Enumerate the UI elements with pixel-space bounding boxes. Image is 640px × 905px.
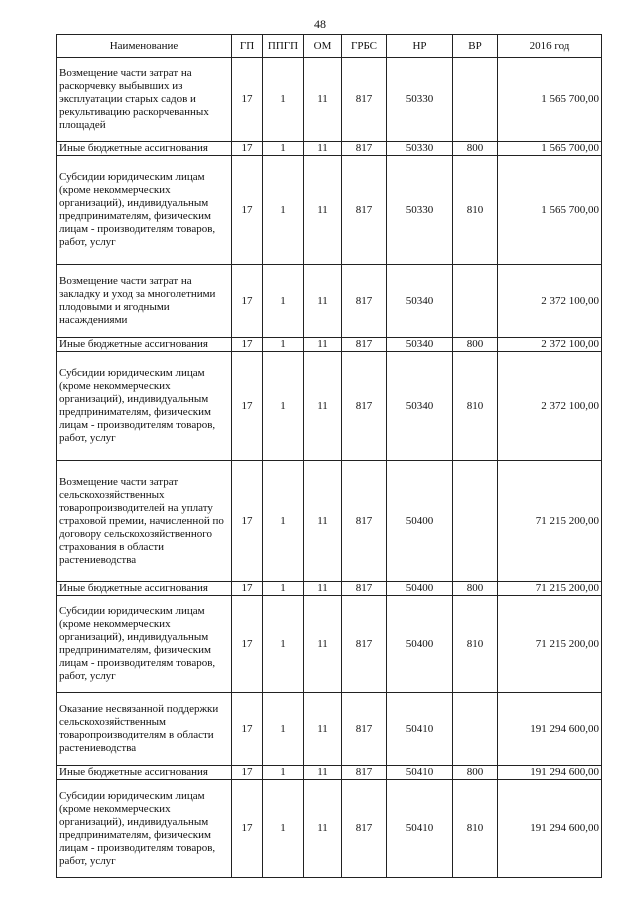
cell-ppgp: 1 (263, 461, 304, 582)
cell-name: Субсидии юридическим лицам (кроме некоммерческих организаций), индивидуальным предпринимателям, физическим лицам - производителям товаров, работ, услуг (57, 156, 232, 265)
cell-vr (453, 693, 498, 766)
cell-nr: 50330 (387, 58, 453, 142)
cell-grbs: 817 (342, 142, 387, 156)
cell-vr (453, 265, 498, 338)
cell-ppgp: 1 (263, 156, 304, 265)
cell-gp: 17 (232, 582, 263, 596)
cell-nr: 50410 (387, 766, 453, 780)
table-row (57, 58, 602, 142)
cell-nr: 50330 (387, 142, 453, 156)
cell-amount: 191 294 600,00 (498, 693, 602, 766)
cell-amount: 2 372 100,00 (498, 265, 602, 338)
cell-ppgp: 1 (263, 582, 304, 596)
cell-nr: 50400 (387, 582, 453, 596)
cell-grbs: 817 (342, 693, 387, 766)
cell-ppgp: 1 (263, 693, 304, 766)
cell-amount: 71 215 200,00 (498, 596, 602, 693)
cell-gp: 17 (232, 156, 263, 265)
cell-om: 11 (304, 156, 342, 265)
cell-grbs: 817 (342, 265, 387, 338)
cell-grbs: 817 (342, 582, 387, 596)
table-row (57, 766, 602, 780)
table-header-row (57, 35, 602, 58)
cell-grbs: 817 (342, 352, 387, 461)
cell-om: 11 (304, 265, 342, 338)
cell-name: Оказание несвязанной поддержки сельскохозяйственным товаропроизводителям в области растениеводства (57, 693, 232, 766)
cell-grbs: 817 (342, 461, 387, 582)
table-row (57, 338, 602, 352)
header-om: ОМ (304, 35, 342, 58)
cell-ppgp: 1 (263, 58, 304, 142)
table-row (57, 156, 602, 265)
cell-amount: 2 372 100,00 (498, 338, 602, 352)
cell-vr: 810 (453, 156, 498, 265)
cell-gp: 17 (232, 58, 263, 142)
cell-vr (453, 461, 498, 582)
cell-vr: 800 (453, 142, 498, 156)
cell-name: Возмещение части затрат на раскорчевку выбывших из эксплуатации старых садов и рекультивацию раскорчеванных площадей (57, 58, 232, 142)
cell-om: 11 (304, 338, 342, 352)
cell-gp: 17 (232, 693, 263, 766)
table-row (57, 352, 602, 461)
cell-grbs: 817 (342, 156, 387, 265)
cell-amount: 191 294 600,00 (498, 766, 602, 780)
cell-vr: 800 (453, 582, 498, 596)
cell-name: Иные бюджетные ассигнования (57, 142, 232, 156)
cell-om: 11 (304, 142, 342, 156)
cell-om: 11 (304, 780, 342, 878)
cell-om: 11 (304, 693, 342, 766)
cell-vr: 810 (453, 352, 498, 461)
header-ppgp: ППГП (263, 35, 304, 58)
cell-ppgp: 1 (263, 766, 304, 780)
cell-ppgp: 1 (263, 352, 304, 461)
cell-gp: 17 (232, 461, 263, 582)
table-row (57, 693, 602, 766)
cell-vr (453, 58, 498, 142)
cell-nr: 50340 (387, 265, 453, 338)
cell-name: Иные бюджетные ассигнования (57, 766, 232, 780)
cell-ppgp: 1 (263, 142, 304, 156)
budget-table (56, 34, 602, 878)
cell-grbs: 817 (342, 338, 387, 352)
cell-ppgp: 1 (263, 265, 304, 338)
table-row (57, 461, 602, 582)
cell-vr: 810 (453, 596, 498, 693)
cell-vr: 810 (453, 780, 498, 878)
cell-gp: 17 (232, 780, 263, 878)
cell-amount: 71 215 200,00 (498, 582, 602, 596)
cell-name: Иные бюджетные ассигнования (57, 582, 232, 596)
cell-name: Иные бюджетные ассигнования (57, 338, 232, 352)
cell-nr: 50410 (387, 693, 453, 766)
cell-grbs: 817 (342, 58, 387, 142)
cell-amount: 2 372 100,00 (498, 352, 602, 461)
cell-amount: 1 565 700,00 (498, 156, 602, 265)
cell-ppgp: 1 (263, 780, 304, 878)
cell-amount: 71 215 200,00 (498, 461, 602, 582)
cell-nr: 50340 (387, 338, 453, 352)
cell-ppgp: 1 (263, 596, 304, 693)
cell-name: Субсидии юридическим лицам (кроме некоммерческих организаций), индивидуальным предпринимателям, физическим лицам - производителям товаров, работ, услуг (57, 596, 232, 693)
table-row (57, 596, 602, 693)
cell-nr: 50330 (387, 156, 453, 265)
cell-name: Возмещение части затрат сельскохозяйственных товаропроизводителей на уплату страховой премии, начисленной по договору сельскохозяйственного страхования в области растениеводства (57, 461, 232, 582)
cell-nr: 50410 (387, 780, 453, 878)
table-row (57, 582, 602, 596)
cell-amount: 191 294 600,00 (498, 780, 602, 878)
table-row (57, 142, 602, 156)
cell-vr: 800 (453, 766, 498, 780)
cell-grbs: 817 (342, 780, 387, 878)
cell-ppgp: 1 (263, 338, 304, 352)
header-nr: НР (387, 35, 453, 58)
cell-nr: 50400 (387, 596, 453, 693)
header-name: Наименование (57, 35, 232, 58)
cell-om: 11 (304, 582, 342, 596)
cell-gp: 17 (232, 596, 263, 693)
cell-amount: 1 565 700,00 (498, 58, 602, 142)
cell-om: 11 (304, 461, 342, 582)
cell-om: 11 (304, 352, 342, 461)
header-grbs: ГРБС (342, 35, 387, 58)
cell-om: 11 (304, 766, 342, 780)
header-vr: ВР (453, 35, 498, 58)
header-year: 2016 год (498, 35, 602, 58)
cell-name: Субсидии юридическим лицам (кроме некоммерческих организаций), индивидуальным предпринимателям, физическим лицам - производителям товаров, работ, услуг (57, 352, 232, 461)
table-row (57, 265, 602, 338)
cell-name: Субсидии юридическим лицам (кроме некоммерческих организаций), индивидуальным предпринимателям, физическим лицам - производителям товаров, работ, услуг (57, 780, 232, 878)
cell-om: 11 (304, 58, 342, 142)
header-gp: ГП (232, 35, 263, 58)
cell-nr: 50400 (387, 461, 453, 582)
cell-grbs: 817 (342, 766, 387, 780)
cell-gp: 17 (232, 338, 263, 352)
cell-grbs: 817 (342, 596, 387, 693)
cell-gp: 17 (232, 352, 263, 461)
page-number: 48 (314, 17, 326, 31)
cell-gp: 17 (232, 766, 263, 780)
cell-nr: 50340 (387, 352, 453, 461)
table-body (57, 58, 602, 878)
cell-vr: 800 (453, 338, 498, 352)
cell-amount: 1 565 700,00 (498, 142, 602, 156)
cell-gp: 17 (232, 142, 263, 156)
table-row (57, 780, 602, 878)
cell-name: Возмещение части затрат на закладку и уход за многолетними плодовыми и ягодными насаждениями (57, 265, 232, 338)
cell-gp: 17 (232, 265, 263, 338)
cell-om: 11 (304, 596, 342, 693)
